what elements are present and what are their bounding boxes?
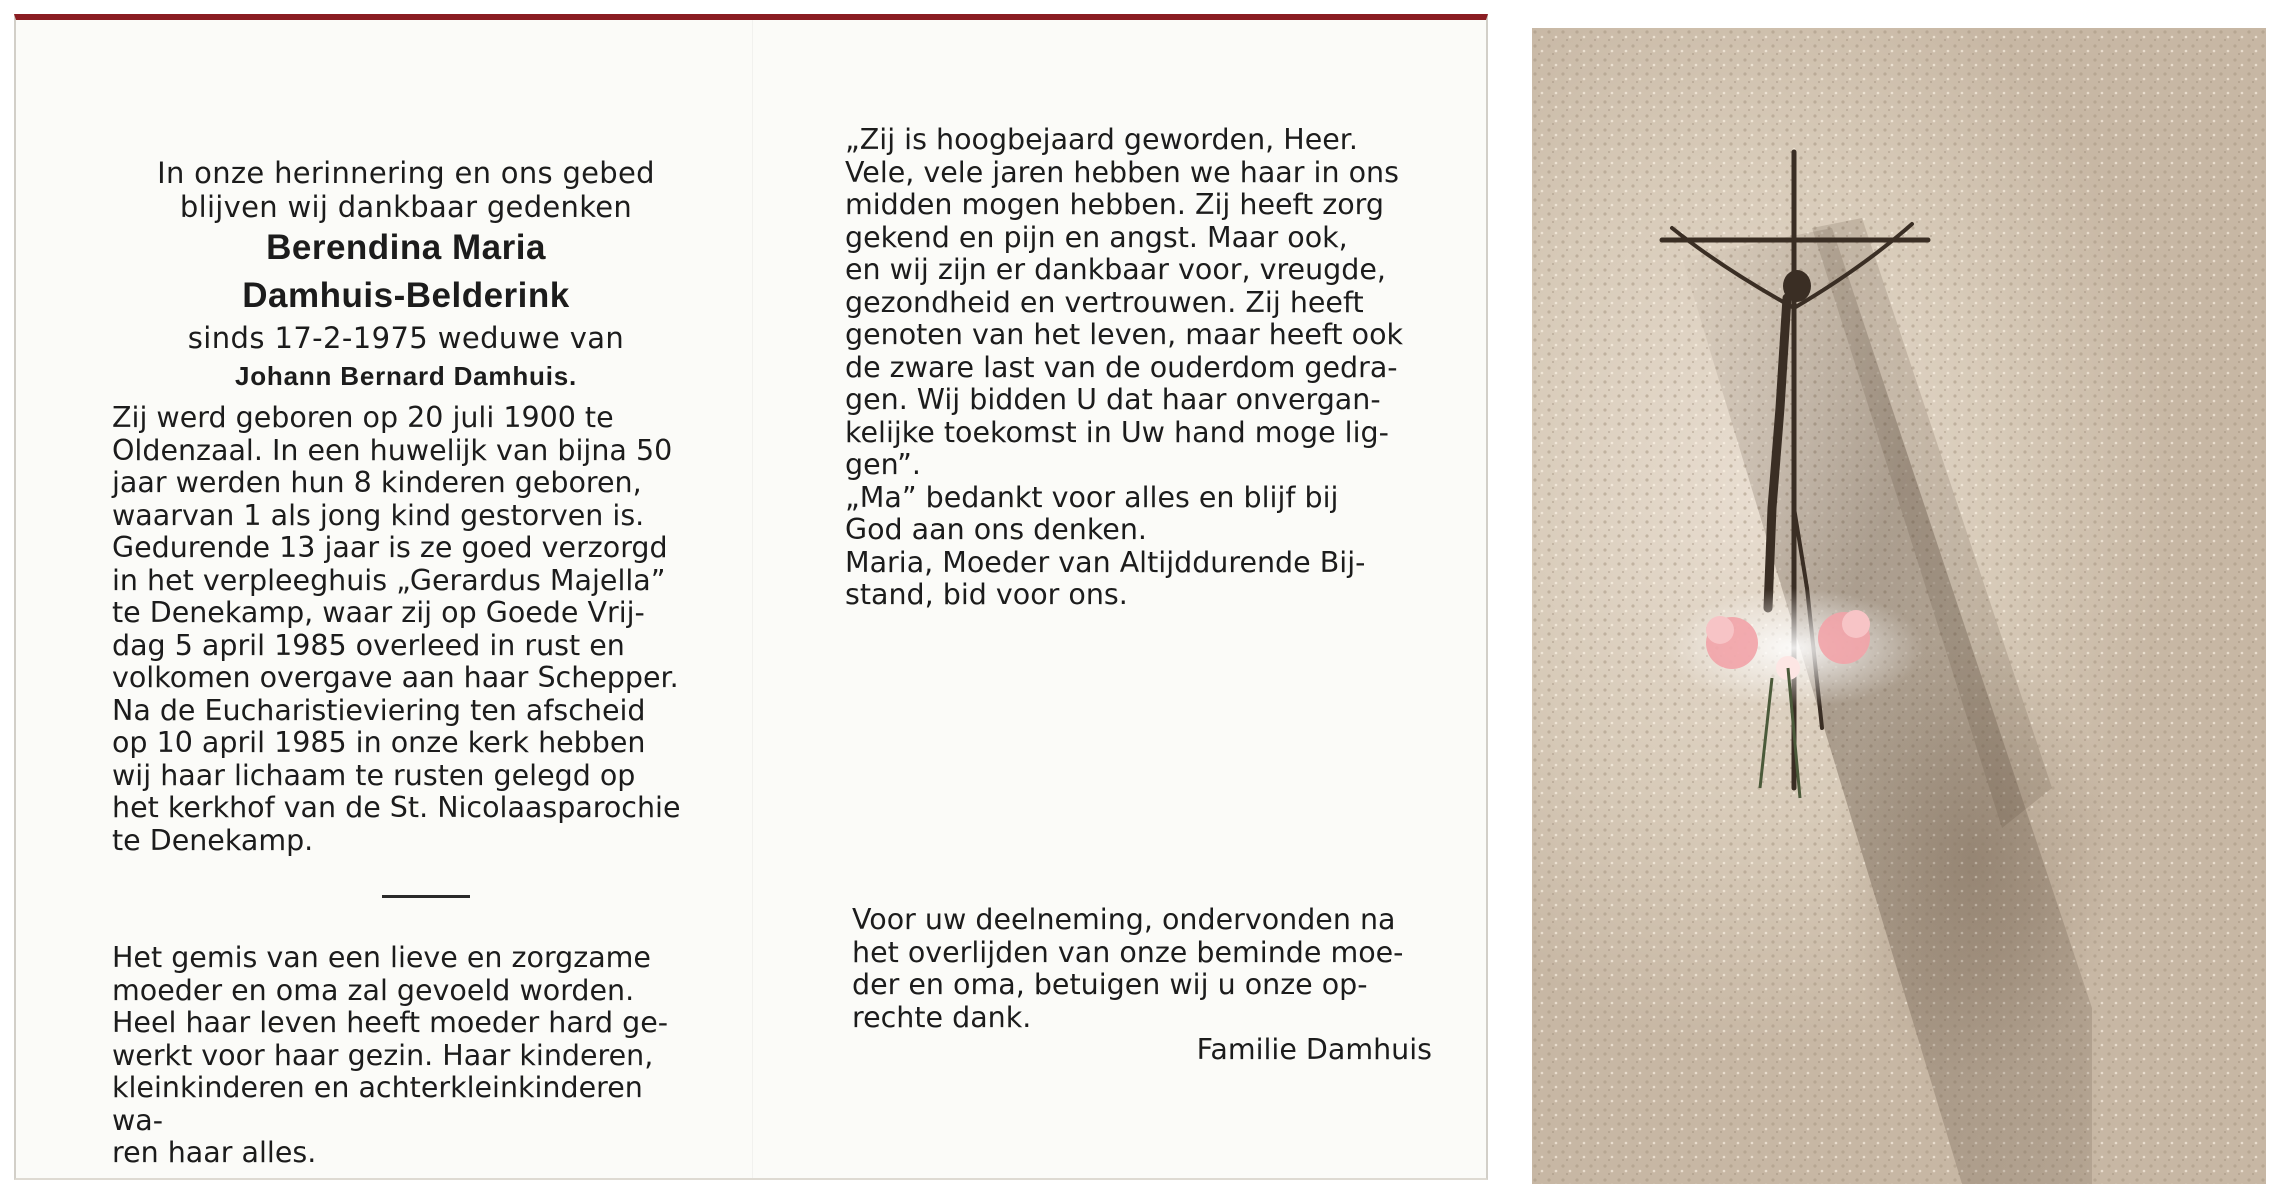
thanks-line: rechte dank. xyxy=(852,1000,1032,1034)
biography-line: in het verpleeghuis „Gerardus Majella” xyxy=(112,563,666,597)
deceased-surname: Damhuis-Belderink xyxy=(242,276,570,315)
tribute xyxy=(112,942,700,1170)
biography-line: te Denekamp. xyxy=(112,823,314,857)
left-page xyxy=(112,156,700,1170)
biography xyxy=(112,402,700,857)
prayer-line: stand, bid voor ons. xyxy=(845,578,1128,611)
biography-line: waarvan 1 als jong kind gestorven is. xyxy=(112,498,645,532)
family-signature: Familie Damhuis xyxy=(1196,1033,1432,1066)
biography-line: Gedurende 13 jaar is ze goed verzorgd xyxy=(112,531,668,564)
crucifix-photo xyxy=(1532,28,2266,1184)
tribute-line: moeder en oma zal gevoeld worden. xyxy=(112,973,635,1007)
biography-line: Oldenzaal. In een huwelijk van bijna 50 xyxy=(112,433,673,467)
thanks-line: het overlijden van onze beminde moe- xyxy=(852,935,1404,969)
prayer-line: „Ma” bedankt voor alles en blijf bij xyxy=(845,480,1339,514)
card-fold xyxy=(752,20,753,1178)
prayer xyxy=(845,124,1425,612)
biography-line: het kerkhof van de St. Nicolaasparochie xyxy=(112,791,681,824)
prayer-line: Vele, vele jaren hebben we haar in ons xyxy=(845,155,1399,189)
husband-name: Johann Bernard Damhuis. xyxy=(234,361,578,391)
widow-since: sinds 17-2-1975 weduwe van xyxy=(187,321,625,355)
prayer-line: genoten van het leven, maar heeft ook xyxy=(845,318,1404,351)
thanks-line: der en oma, betuigen wij u onze op- xyxy=(852,968,1368,1001)
biography-line: dag 5 april 1985 overleed in rust en xyxy=(112,628,625,662)
tribute-line: Het gemis van een lieve en zorgzame xyxy=(112,941,651,974)
prayer-line: midden mogen hebben. Zij heeft zorg xyxy=(845,188,1384,221)
prayer-line: gen”. xyxy=(845,448,921,481)
prayer-line: kelijke toekomst in Uw hand moge lig- xyxy=(845,415,1389,449)
prayer-line: Maria, Moeder van Altijddurende Bij- xyxy=(845,545,1366,579)
thanks-line: Voor uw deelneming, ondervonden na xyxy=(852,903,1396,936)
prayer-line: en wij zijn er dankbaar voor, vreugde, xyxy=(845,253,1386,286)
prayer-line: gen. Wij bidden U dat haar onvergan- xyxy=(845,383,1381,416)
section-divider xyxy=(382,895,470,898)
biography-line: jaar werden hun 8 kinderen geboren, xyxy=(112,466,642,499)
biography-line: Zij werd geboren op 20 juli 1900 te xyxy=(112,401,614,434)
prayer-line: gekend en pijn en angst. Maar ook, xyxy=(845,220,1348,254)
deceased-first-names: Berendina Maria xyxy=(266,228,546,267)
prayer-line: God aan ons denken. xyxy=(845,513,1147,546)
biography-line: op 10 april 1985 in onze kerk hebben xyxy=(112,726,646,759)
biography-line: wij haar lichaam te rusten gelegd op xyxy=(112,758,636,792)
prayer-line: de zware last van de ouderdom gedra- xyxy=(845,350,1398,384)
intro-line-1: In onze herinnering en ons gebed xyxy=(157,156,655,190)
biography-line: te Denekamp, waar zij op Goede Vrij- xyxy=(112,596,645,629)
biography-line: Na de Eucharistieviering ten afscheid xyxy=(112,693,646,727)
tribute-line: kleinkinderen en achterkleinkinderen wa- xyxy=(112,1071,643,1137)
memorial-card xyxy=(14,14,1488,1180)
tribute-line: Heel haar leven heeft moeder hard ge- xyxy=(112,1006,669,1039)
prayer-line: „Zij is hoogbejaard geworden, Heer. xyxy=(845,123,1358,156)
biography-line: volkomen overgave aan haar Schepper. xyxy=(112,661,679,694)
tribute-line: werkt voor haar gezin. Haar kinderen, xyxy=(112,1038,654,1072)
prayer-line: gezondheid en vertrouwen. Zij heeft xyxy=(845,285,1364,319)
crucifix-icon xyxy=(1532,28,2266,1184)
thanks-note xyxy=(852,904,1432,1067)
tribute-line: ren haar alles. xyxy=(112,1136,317,1169)
intro-line-2: blijven wij dankbaar gedenken xyxy=(179,190,633,224)
